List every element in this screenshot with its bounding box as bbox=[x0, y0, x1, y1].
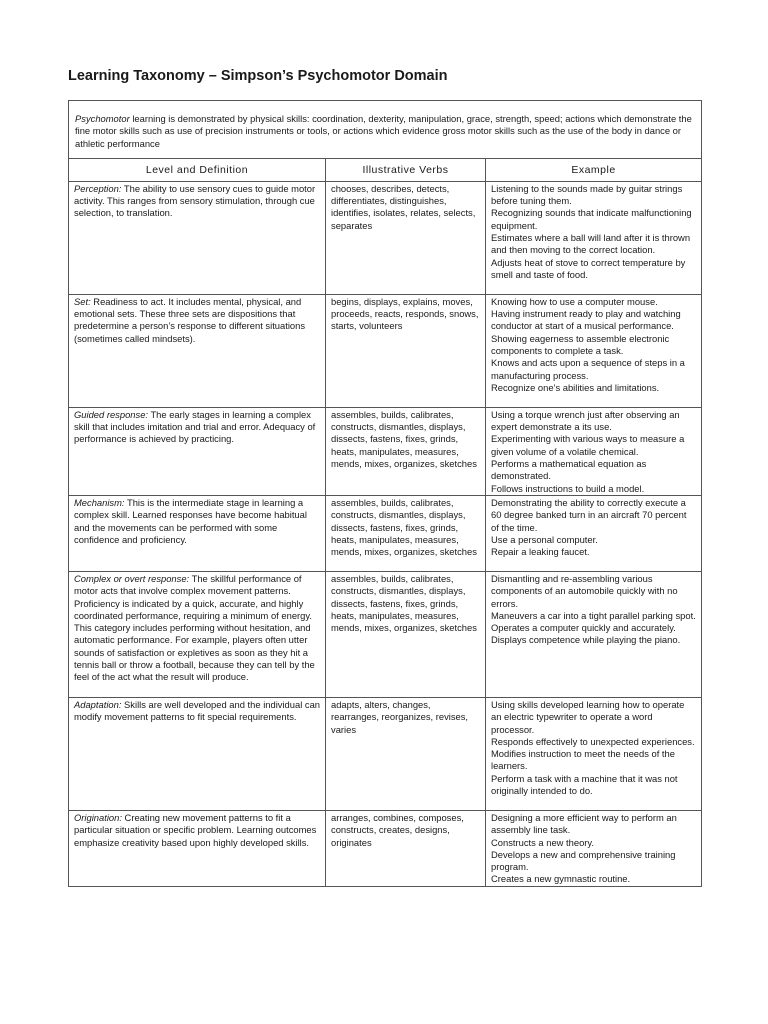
example-line: Use a personal computer. bbox=[491, 533, 598, 545]
example-line: Adjusts heat of stove to correct temperature by smell and taste of food. bbox=[491, 256, 686, 280]
level-definition: This is the intermediate stage in learning a complex skill. Learned responses have become habitual and the movements can be performed with some confidence and proficiency. bbox=[74, 496, 307, 545]
level-term: Set: bbox=[74, 295, 91, 307]
level-definition-cell bbox=[69, 181, 326, 294]
intro-text: learning is demonstrated by physical skills: coordination, dexterity, manipulation, grace, strength, speed; actions which demonstrate the fine motor skills such as use of precision instruments or tools, or actions which evidence gross motor skills such as the use of the body in dance or athletic performance bbox=[75, 113, 692, 149]
level-term: Origination: bbox=[74, 811, 122, 823]
example-line: Knowing how to use a computer mouse. bbox=[491, 295, 658, 307]
level-definition-cell bbox=[69, 697, 326, 810]
examples-cell bbox=[486, 697, 702, 810]
table-row-guided-response bbox=[69, 407, 702, 495]
verbs-cell: assembles, builds, calibrates, constructs, dismantles, displays, dissects, fastens, fixes, grinds, heats, manipulates, measures, mends, mixes, organizes, sketches bbox=[326, 407, 486, 495]
intro-row bbox=[69, 101, 702, 159]
level-definition-cell bbox=[69, 495, 326, 571]
example-line: Recognize one’s abilities and limitations. bbox=[491, 381, 660, 393]
intro-term: Psychomotor bbox=[75, 113, 130, 124]
example-line: Maneuvers a car into a tight parallel parking spot. bbox=[491, 609, 696, 621]
intro-cell bbox=[69, 101, 702, 159]
verbs-cell: begins, displays, explains, moves, proceeds, reacts, responds, snows, starts, volunteers bbox=[326, 294, 486, 407]
examples-cell bbox=[486, 571, 702, 697]
table-row-set bbox=[69, 294, 702, 407]
example-line: Perform a task with a machine that it was not originally intended to do. bbox=[491, 772, 678, 797]
example-line: Operates a computer quickly and accurately. bbox=[491, 622, 676, 634]
example-line: Responds effectively to unexpected experiences. bbox=[491, 735, 695, 747]
taxonomy-table bbox=[68, 100, 702, 887]
example-line: Constructs a new theory. bbox=[491, 836, 594, 848]
verbs-cell: arranges, combines, composes, constructs, creates, designs, originates bbox=[326, 810, 486, 886]
example-line: Using a torque wrench just after observing an expert demonstrate a its use. bbox=[491, 408, 680, 433]
header-example: Example bbox=[486, 158, 702, 181]
verbs-cell: adapts, alters, changes, rearranges, reorganizes, revises, varies bbox=[326, 697, 486, 810]
example-line: Repair a leaking faucet. bbox=[491, 546, 590, 558]
level-definition-cell bbox=[69, 810, 326, 886]
example-line: Displays competence while playing the piano. bbox=[491, 634, 681, 646]
examples-cell bbox=[486, 407, 702, 495]
table-row-mechanism bbox=[69, 495, 702, 571]
level-definition: The skillful performance of motor acts that involve complex movement patterns. Proficiency is indicated by a quick, accurate, and highly coordinated performance, requiring a minimum of energy. This category includes performing without hesitation, and automatic performance. For example, players often utter sounds of satisfaction or expletives as soon as they hit a tennis ball or throw a football, because they can tell by the feel of the act what the result will produce. bbox=[74, 572, 315, 683]
level-definition: Creating new movement patterns to fit a particular situation or specific problem. Learning outcomes emphasize creativity based upon highly developed skills. bbox=[74, 811, 317, 848]
example-line: Recognizing sounds that indicate malfunctioning equipment. bbox=[491, 207, 692, 231]
header-level-definition: Level and Definition bbox=[69, 158, 326, 181]
example-line: Performs a mathematical equation as demonstrated. bbox=[491, 458, 647, 482]
level-definition-cell bbox=[69, 407, 326, 495]
level-definition: Skills are well developed and the individual can modify movement patterns to fit special requirements. bbox=[74, 698, 320, 723]
example-line: Follows instructions to build a model. bbox=[491, 482, 645, 494]
level-term: Adaptation: bbox=[74, 698, 122, 710]
example-line: Develops a new and comprehensive training program. bbox=[491, 848, 676, 873]
example-line: Demonstrating the ability to correctly execute a 60 degree banked turn in an aircraft 70 percent of the time. bbox=[491, 496, 687, 533]
example-line: Showing eagerness to assemble electronic components to complete a task. bbox=[491, 332, 670, 357]
example-line: Dismantling and re-assembling various components of an automobile quickly with no errors. bbox=[491, 572, 678, 609]
level-definition-cell bbox=[69, 294, 326, 407]
examples-cell bbox=[486, 294, 702, 407]
example-line: Estimates where a ball will land after it is thrown and then moving to the correct location. bbox=[491, 232, 691, 256]
table-row-complex-overt-response bbox=[69, 571, 702, 697]
example-line: Using skills developed learning how to operate an electric typewriter to operate a word processor. bbox=[491, 698, 685, 735]
page-title: Learning Taxonomy – Simpson’s Psychomotor Domain bbox=[68, 68, 448, 84]
level-term: Guided response: bbox=[74, 408, 149, 420]
examples-cell bbox=[486, 181, 702, 294]
level-definition: The ability to use sensory cues to guide motor activity. This ranges from sensory stimulation, through cue selection, to translation. bbox=[74, 182, 316, 219]
examples-cell bbox=[486, 495, 702, 571]
example-line: Creates a new gymnastic routine. bbox=[491, 873, 631, 885]
example-line: Modifies instruction to meet the needs of the learners. bbox=[491, 748, 675, 772]
level-definition: The early stages in learning a complex skill that includes imitation and trial and error. Adequacy of performance is achieved by practicing. bbox=[74, 408, 316, 445]
example-line: Knows and acts upon a sequence of steps in a manufacturing process. bbox=[491, 357, 685, 381]
example-line: Experimenting with various ways to measure a given volume of a volatile chemical. bbox=[491, 433, 685, 457]
level-term: Perception: bbox=[74, 182, 122, 194]
table-row-origination bbox=[69, 810, 702, 886]
level-term: Mechanism: bbox=[74, 496, 125, 508]
verbs-cell: assembles, builds, calibrates, constructs, dismantles, displays, dissects, fastens, fixes, grinds, heats, manipulates, measures, mends, mixes, organizes, sketches bbox=[326, 571, 486, 697]
example-line: Designing a more efficient way to perform an assembly line task. bbox=[491, 811, 677, 836]
level-definition-cell bbox=[69, 571, 326, 697]
header-illustrative-verbs: Illustrative Verbs bbox=[326, 158, 486, 181]
example-line: Listening to the sounds made by guitar strings before tuning them. bbox=[491, 182, 683, 207]
verbs-cell: assembles, builds, calibrates, constructs, dismantles, displays, dissects, fastens, fixes, grinds, heats, manipulates, measures, mends, mixes, organizes, sketches bbox=[326, 495, 486, 571]
verbs-cell: chooses, describes, detects, differentiates, distinguishes, identifies, isolates, relates, selects, separates bbox=[326, 181, 486, 294]
example-line: Having instrument ready to play and watching conductor at start of a musical performance. bbox=[491, 308, 681, 332]
header-row bbox=[69, 158, 702, 181]
level-term: Complex or overt response: bbox=[74, 572, 190, 584]
examples-cell bbox=[486, 810, 702, 886]
level-definition: Readiness to act. It includes mental, physical, and emotional sets. These three sets are dispositions that predetermine a person’s response to different situations (sometimes called mindsets). bbox=[74, 295, 306, 344]
table-row-adaptation bbox=[69, 697, 702, 810]
table-row-perception bbox=[69, 181, 702, 294]
